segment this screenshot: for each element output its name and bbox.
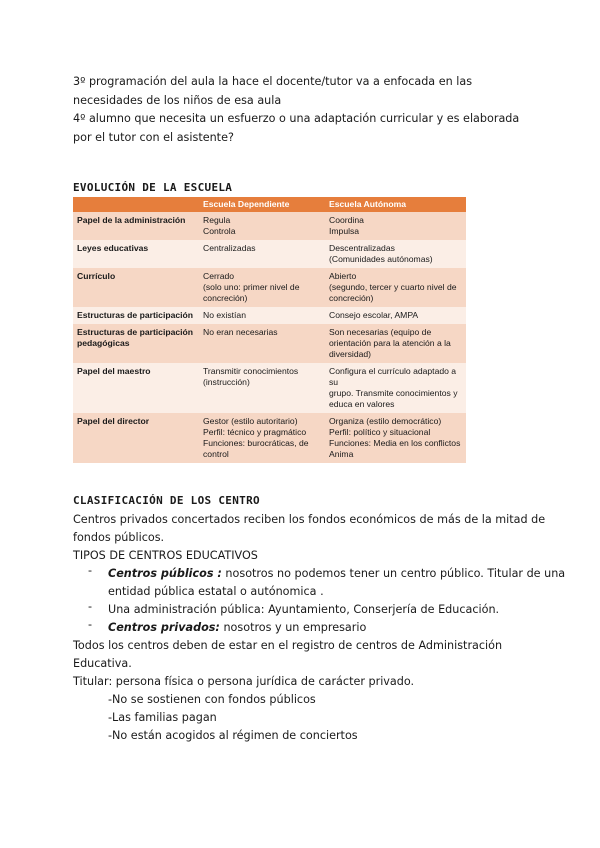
header-autonoma: Escuela Autónoma [325,197,466,212]
cell-autonoma [325,413,466,463]
table-row [73,363,466,413]
cell-autonoma [325,268,466,307]
cell-line: diversidad) [329,349,372,359]
cell-line: educa en valores [329,399,395,409]
cell-line: Perfil: político y situacional [329,427,431,437]
evolucion-heading: EVOLUCIÓN DE LA ESCUELA [73,181,233,194]
table-row [73,307,466,324]
bullet-text: nosotros y un empresario [219,621,367,634]
table-row [73,212,466,240]
cell-line: Currículo [77,271,116,281]
cell-line: Estructuras de participación [77,310,194,320]
cell-autonoma [325,324,466,363]
cell-dependiente [199,324,325,363]
cell-line: (Comunidades autónomas) [329,254,433,264]
cell-line: concreción) [203,293,248,303]
bullet-dash: - [88,600,93,613]
row-label [73,268,199,307]
cell-line: Consejo escolar, AMPA [329,310,419,320]
cell-line: Transmitir conocimientos [203,366,299,376]
cell-dependiente [199,307,325,324]
cell-line: Anima [329,449,354,459]
cell-line: Perfil: técnico y pragmático [203,427,307,437]
tipos-heading: TIPOS DE CENTROS EDUCATIVOS [73,549,258,562]
cell-line: Controla [203,226,236,236]
cell-dependiente [199,240,325,268]
cell-line: Funciones: burocráticas, de [203,438,309,448]
table-row [73,413,466,463]
cell-line: Gestor (estilo autoritario) [203,416,298,426]
row-label [73,307,199,324]
cell-line: Abierto [329,271,357,281]
concertados-line-1: Centros privados concertados reciben los fondos económicos de más de la mitad de [73,513,546,526]
bullet-dash: - [88,564,93,577]
cell-line: Son necesarias (equipo de [329,327,432,337]
cell-dependiente [199,268,325,307]
intro-paragraph-3: 3º programación del aula la hace el docente/tutor va a enfocada en las necesidades de los niños de esa aula [73,75,473,107]
cell-line: orientación para la atención a la [329,338,451,348]
header-blank [73,197,199,212]
bullet-bold: Centros públicos : [108,567,222,580]
cell-line: (solo uno: primer nivel de [203,282,300,292]
cell-line: Impulsa [329,226,360,236]
row-label [73,240,199,268]
cell-line: (segundo, tercer y cuarto nivel de [329,282,457,292]
table-row [73,268,466,307]
table-row [73,324,466,363]
evolucion-table [73,197,466,463]
bullet-administracion: Una administración pública: Ayuntamiento, Conserjería de Educación. [108,603,500,616]
bullet-text: nosotros no podemos tener un centro público. Titular de una [221,567,566,580]
cell-line: Descentralizadas [329,243,395,253]
cell-line: Regula [203,215,231,225]
clasificacion-heading: CLASIFICACIÓN DE LOS CENTRO [73,494,260,507]
cell-line: Papel de la administración [77,215,186,225]
cell-line: Papel del maestro [77,366,151,376]
titular-line: Titular: persona física o persona jurídica de carácter privado. [73,675,415,688]
cell-line: control [203,449,229,459]
cell-autonoma [325,363,466,413]
cell-autonoma [325,212,466,240]
cell-line: Organiza (estilo democrático) [329,416,442,426]
row-label [73,324,199,363]
bullet-dash: - [88,618,93,631]
registro-line-1: Todos los centros deben de estar en el registro de centros de Administración [73,639,503,652]
cell-dependiente [199,413,325,463]
cell-line: Centralizadas [203,243,256,253]
subitem-conciertos: -No están acogidos al régimen de conciertos [108,729,358,742]
row-label [73,413,199,463]
cell-line: No existían [203,310,246,320]
cell-line: Estructuras de participación [77,327,194,337]
row-label [73,212,199,240]
cell-dependiente [199,212,325,240]
row-label [73,363,199,413]
header-dependiente: Escuela Dependiente [199,197,325,212]
cell-line: Configura el currículo adaptado a su [329,366,457,387]
cell-line: Leyes educativas [77,243,149,253]
cell-dependiente [199,363,325,413]
bullet-centros-publicos [108,564,565,583]
cell-line: grupo. Transmite conocimientos y [329,388,458,398]
bullet-centros-publicos-cont: entidad pública estatal o autónomica . [108,585,324,598]
concertados-line-2: fondos públicos. [73,531,165,544]
cell-line: (instrucción) [203,377,250,387]
cell-line: Papel del director [77,416,150,426]
bullet-centros-privados [108,618,366,637]
registro-line-2: Educativa. [73,657,132,670]
subitem-familias: -Las familias pagan [108,711,217,724]
table-row [73,240,466,268]
cell-line: concreción) [329,293,374,303]
cell-autonoma [325,240,466,268]
cell-autonoma [325,307,466,324]
cell-line: Funciones: Media en los conflictos [329,438,461,448]
intro-paragraph-4: 4º alumno que necesita un esfuerzo o una adaptación curricular y es elaborada por el tutor con el asistente? [73,112,520,144]
cell-line: No eran necesarias [203,327,278,337]
table-header-row [73,197,466,212]
cell-line: Coordina [329,215,364,225]
subitem-fondos: -No se sostienen con fondos públicos [108,693,316,706]
cell-line: Cerrado [203,271,235,281]
bullet-bold: Centros privados: [108,621,220,634]
cell-line: pedagógicas [77,338,130,348]
